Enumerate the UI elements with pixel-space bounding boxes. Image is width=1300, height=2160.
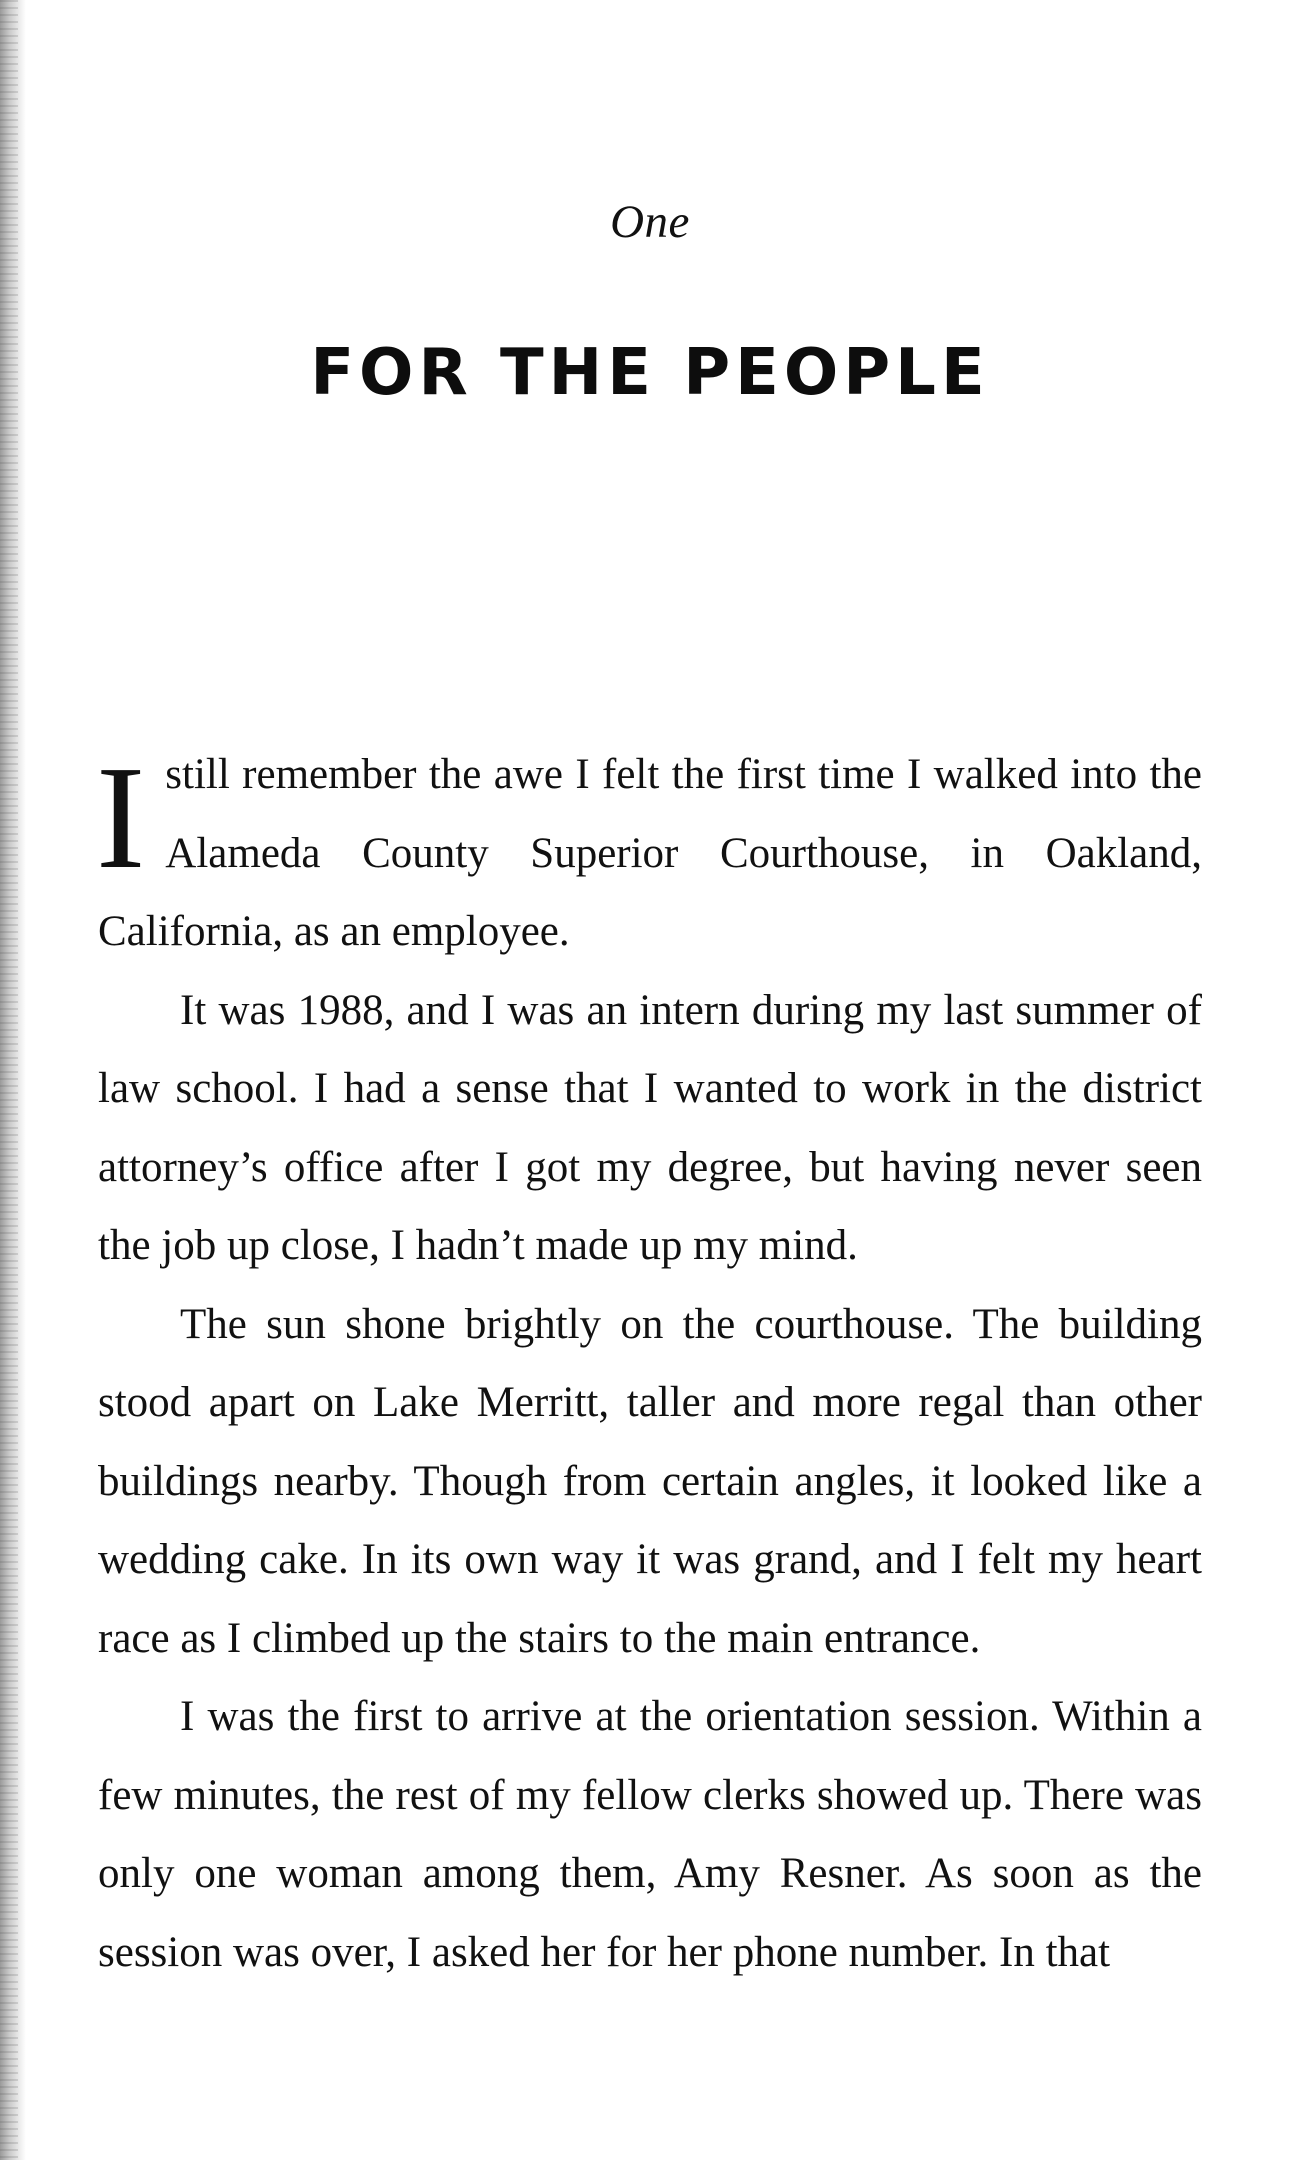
chapter-title: FOR THE PEOPLE — [310, 336, 990, 410]
body-text — [98, 736, 1202, 1992]
chapter-number: One — [610, 196, 690, 248]
paragraph-1 — [98, 736, 1202, 972]
paragraph-4: I was the first to arrive at the orientation session. Within a few minutes, the rest of my fellow clerks showed up. There was only one woman among them, Amy Resner. As soon as the session was over, I asked her for her phone number. In that — [98, 1693, 1202, 1976]
paragraph-2: It was 1988, and I was an intern during my last summer of law school. I had a sense that I wanted to work in the district attorney’s office after I got my degree, but having never seen the job up close, I hadn’t made up my mind. — [98, 986, 1202, 1269]
paragraph-3: The sun shone brightly on the courthouse. The building stood apart on Lake Merritt, taller and more regal than other buildings nearby. Though from certain angles, it looked like a wedding cake. In its own way it was grand, and I felt my heart race as I climbed up the stairs to the main entrance. — [98, 1300, 1202, 1662]
page-edge-texture — [0, 0, 18, 2160]
drop-cap: I — [96, 736, 146, 900]
paragraph-1-text: still remember the awe I felt the first time I walked into the Alameda County Superior Courthouse, in Oakland, California, as an employee. — [98, 751, 1202, 955]
